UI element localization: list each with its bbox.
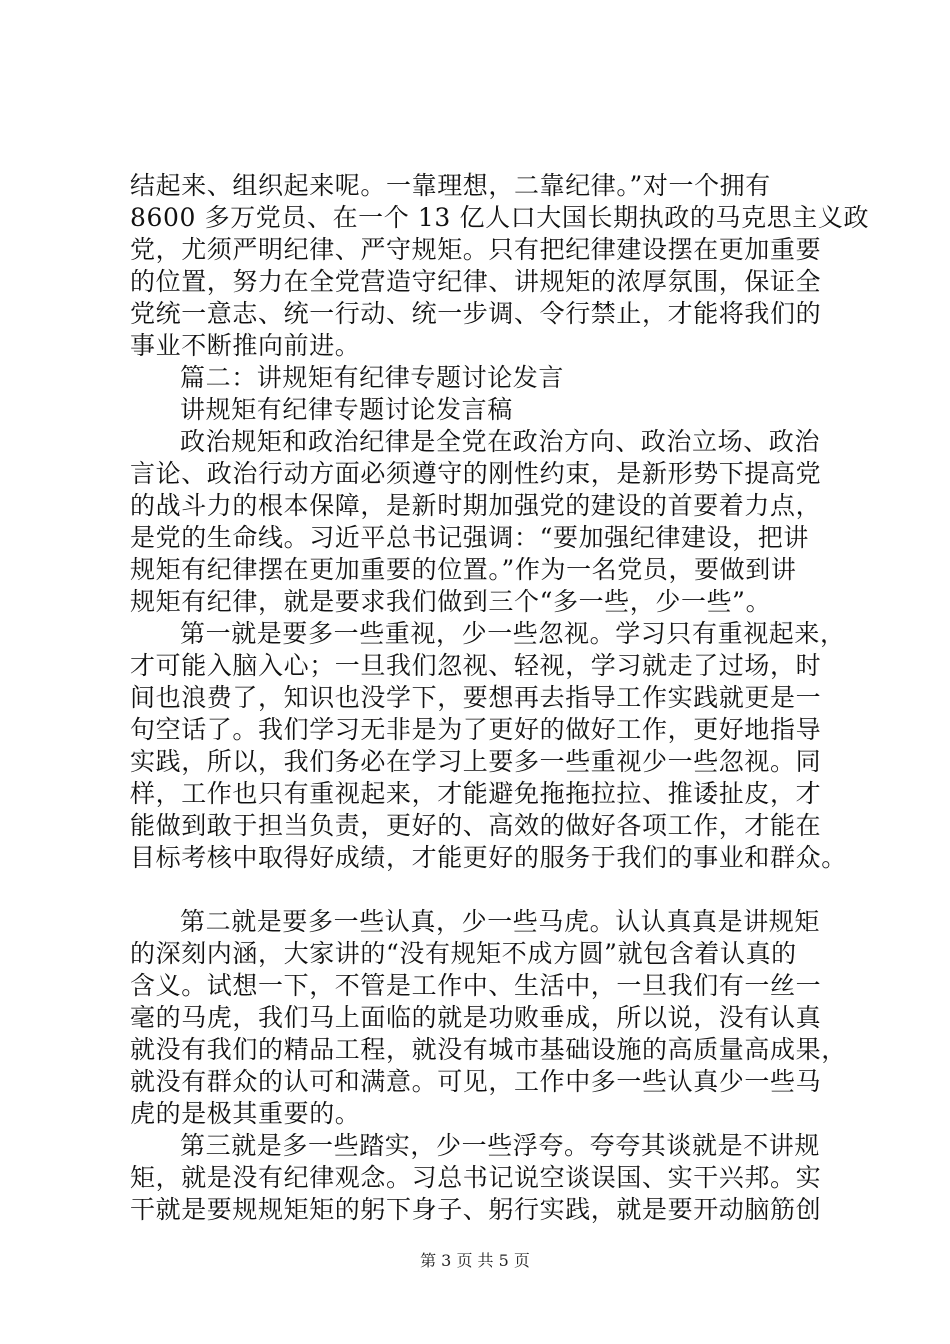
text-line: 党，尤须严明纪律、严守规矩。只有把纪律建设摆在更加重要	[130, 235, 822, 264]
text-line: 样，工作也只有重视起来，才能避免拖拖拉拉、推诿扯皮，才	[130, 779, 822, 808]
text-line: 含义。试想一下，不管是工作中、生活中，一旦我们有一丝一	[130, 971, 822, 1000]
text-line: 第三就是多一些踏实，少一些浮夸。夸夸其谈就是不讲规	[180, 1131, 821, 1160]
text-line: 事业不断推向前进。	[130, 331, 361, 360]
text-line: 矩，就是没有纪律观念。习总书记说空谈误国、实干兴邦。实	[130, 1163, 822, 1192]
text-line: 就没有我们的精品工程，就没有城市基础设施的高质量高成果，	[130, 1035, 847, 1064]
text-line: 言论、政治行动方面必须遵守的刚性约束，是新形势下提高党	[130, 459, 822, 488]
text-line: 就没有群众的认可和满意。可见，工作中多一些认真少一些马	[130, 1067, 822, 1096]
text-line: 的深刻内涵，大家讲的“没有规矩不成方圆”就包含着认真的	[130, 939, 797, 968]
text-line: 8600 多万党员、在一个 13 亿人口大国长期执政的马克思主义政	[130, 203, 870, 232]
document-body	[130, 170, 870, 1226]
text-line: 毫的马虎，我们马上面临的就是功败垂成，所以说，没有认真	[130, 1003, 822, 1032]
text-line: 实践，所以，我们务必在学习上要多一些重视少一些忽视。同	[130, 747, 822, 776]
text-line: 讲规矩有纪律专题讨论发言稿	[180, 395, 513, 424]
text-line: 第一就是要多一些重视，少一些忽视。学习只有重视起来，	[180, 619, 846, 648]
text-line: 能做到敢于担当负责，更好的、高效的做好各项工作，才能在	[130, 811, 822, 840]
text-line: 是党的生命线。习近平总书记强调：“要加强纪律建设，把讲	[130, 523, 809, 552]
text-line: 句空话了。我们学习无非是为了更好的做好工作，更好地指导	[130, 715, 822, 744]
text-line: 才可能入脑入心；一旦我们忽视、轻视，学习就走了过场，时	[130, 651, 822, 680]
text-line: 党统一意志、统一行动、统一步调、令行禁止，才能将我们的	[130, 299, 822, 328]
text-line: 第二就是要多一些认真，少一些马虎。认认真真是讲规矩	[180, 907, 821, 936]
text-line: 间也浪费了，知识也没学下，要想再去指导工作实践就更是一	[130, 683, 822, 712]
text-line: 虎的是极其重要的。	[130, 1099, 361, 1128]
text-line: 的战斗力的根本保障，是新时期加强党的建设的首要着力点，	[130, 491, 822, 520]
page-footer: 第 3 页 共 5 页	[420, 1251, 530, 1270]
text-line: 篇二：讲规矩有纪律专题讨论发言	[180, 363, 565, 392]
text-line: 规矩有纪律，就是要求我们做到三个“多一些，少一些”。	[130, 587, 772, 616]
text-line: 政治规矩和政治纪律是全党在政治方向、政治立场、政治	[180, 427, 821, 456]
text-line: 结起来、组织起来呢。一靠理想，二靠纪律。”对一个拥有	[130, 171, 771, 200]
text-line: 干就是要规规矩矩的躬下身子、躬行实践，就是要开动脑筋创	[130, 1195, 822, 1224]
text-line: 规矩有纪律摆在更加重要的位置。”作为一名党员，要做到讲	[130, 555, 797, 584]
text-line: 的位置，努力在全党营造守纪律、讲规矩的浓厚氛围，保证全	[130, 267, 822, 296]
text-line: 目标考核中取得好成绩，才能更好的服务于我们的事业和群众。	[130, 843, 847, 872]
blank-line	[130, 874, 830, 906]
